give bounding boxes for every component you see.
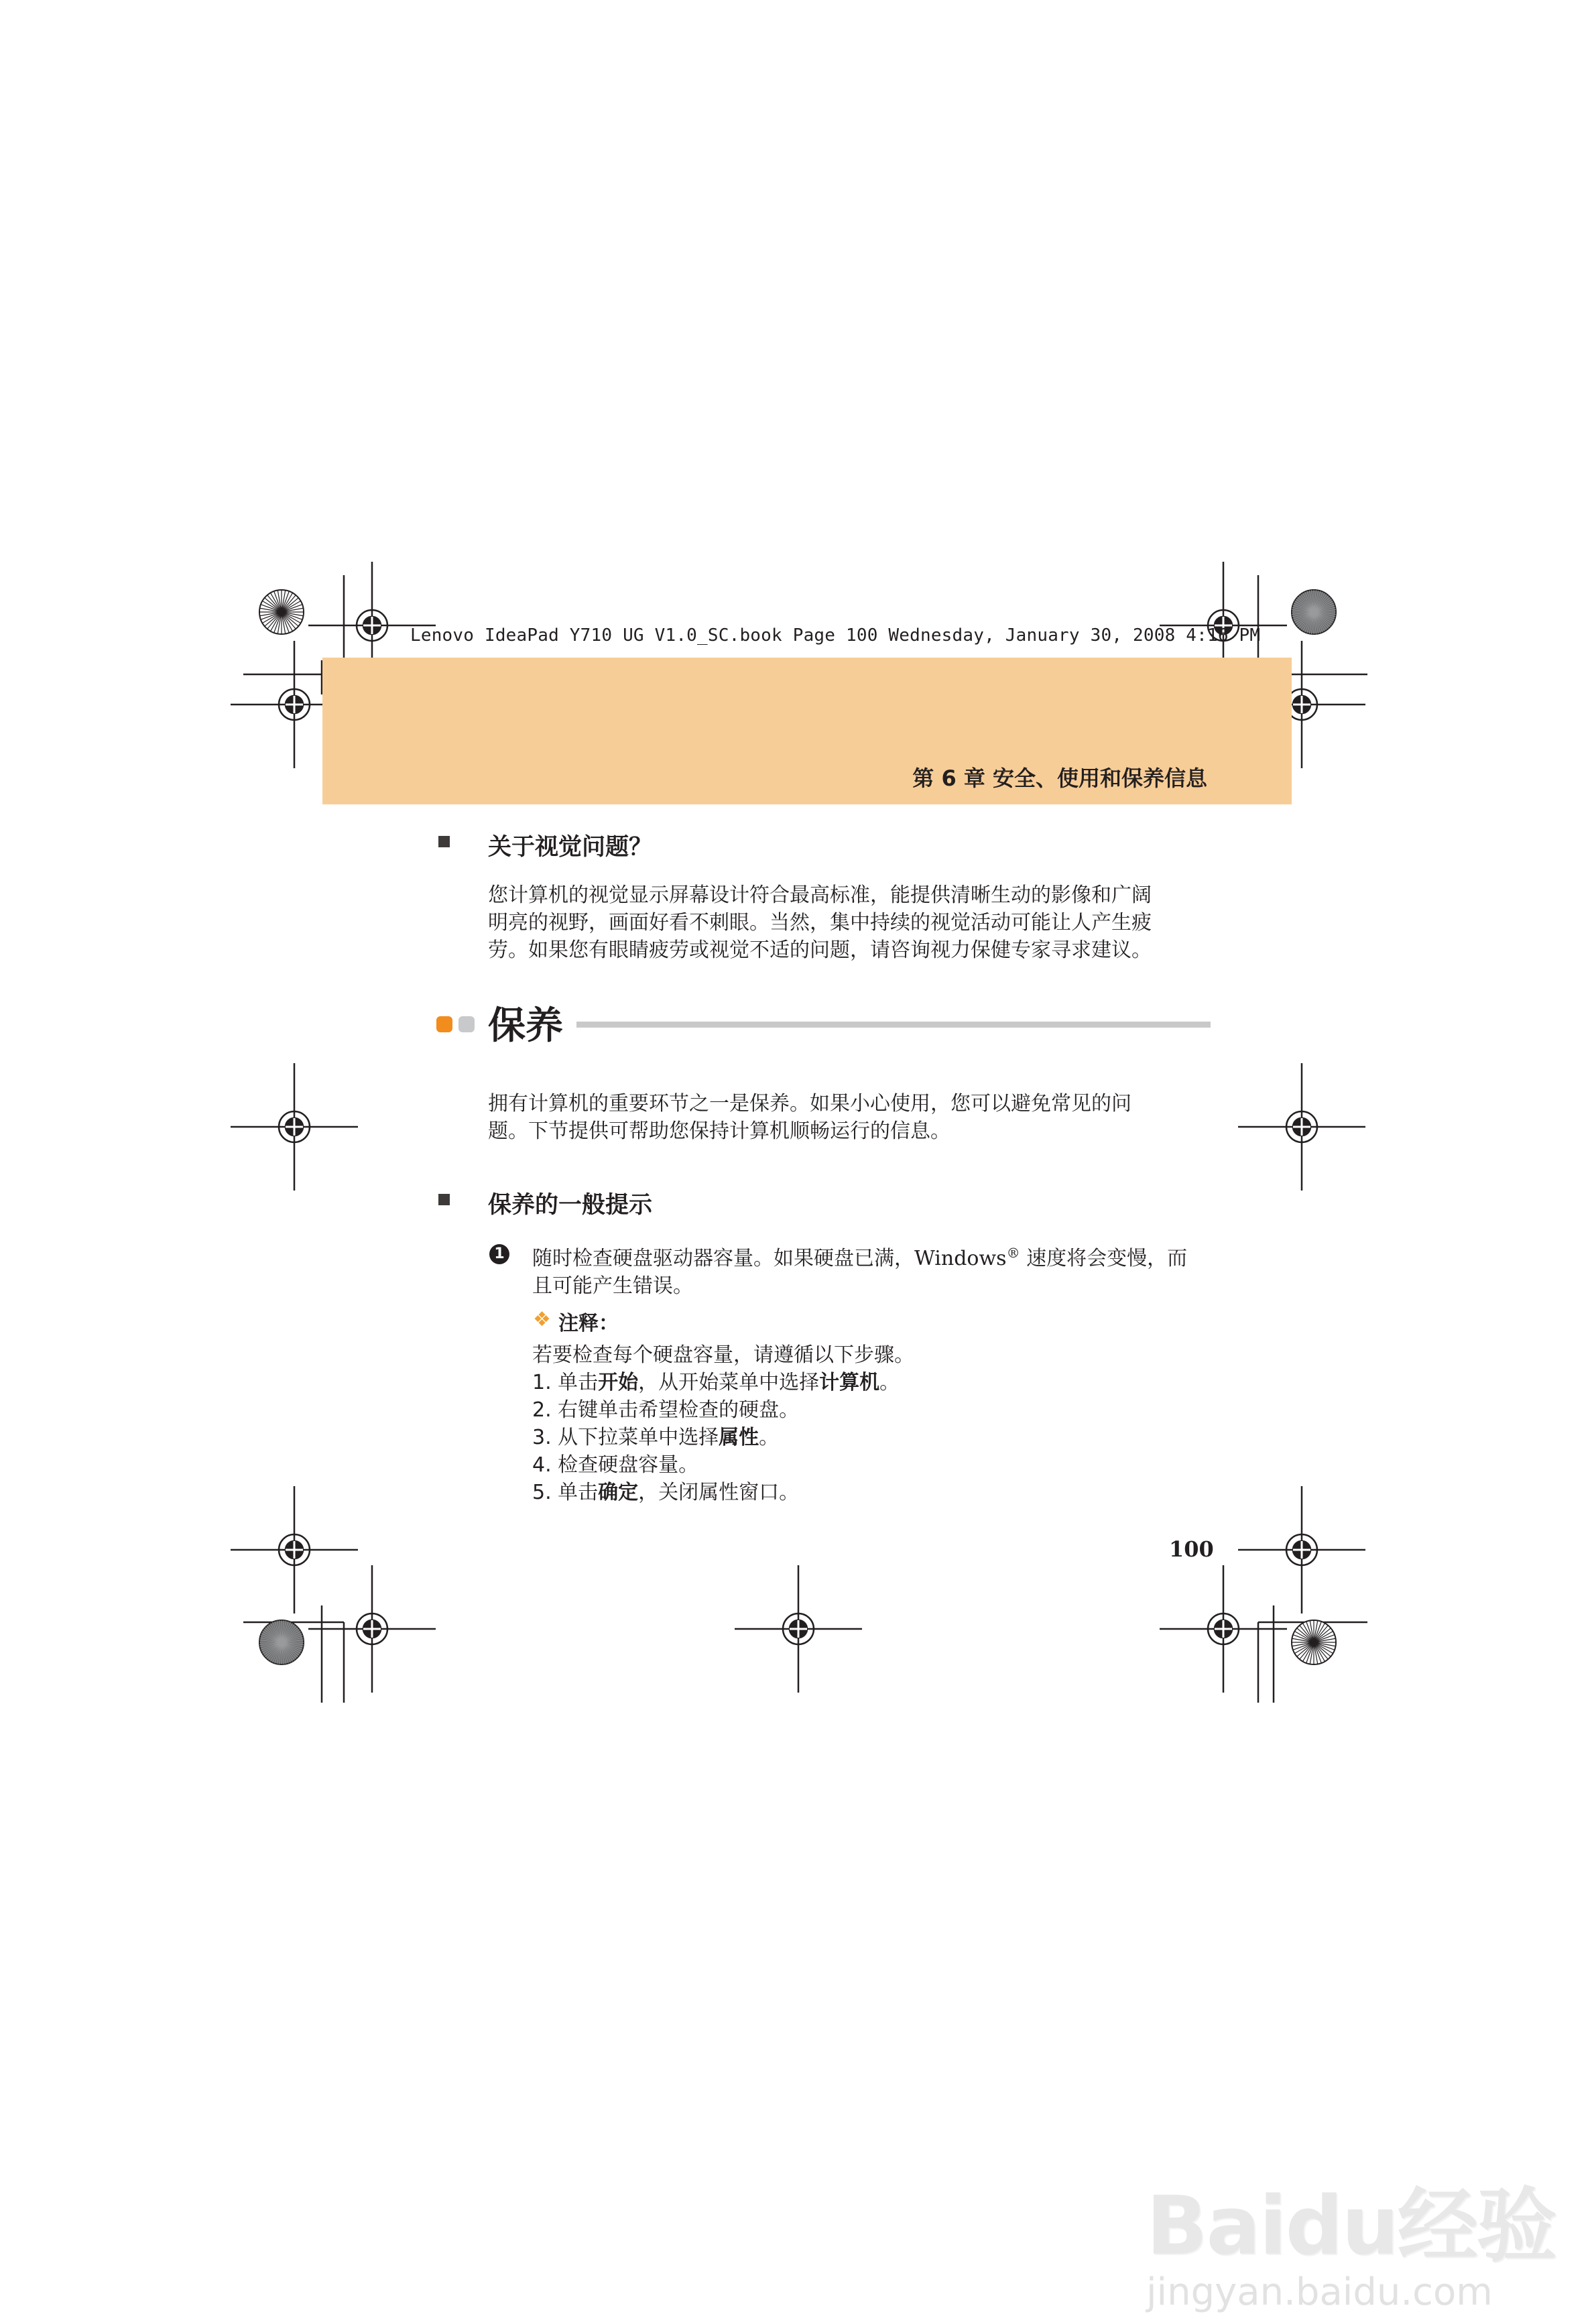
registration-mark <box>1238 1063 1365 1191</box>
step-text: 单击 <box>558 1371 599 1394</box>
tip-line-1b: 速度将会变慢，而 <box>1020 1247 1188 1270</box>
registration-mark <box>1238 1486 1365 1613</box>
note-diamond-icon: ❖ <box>533 1308 551 1331</box>
step-bold: 开始 <box>598 1371 639 1394</box>
watermark-brand: Bai <box>1146 2180 1286 2273</box>
step-text: ，关闭属性窗口。 <box>638 1481 800 1504</box>
step-number: 3. <box>532 1426 558 1449</box>
step-bold: 计算机 <box>819 1371 880 1394</box>
section-bullet-square <box>438 1194 450 1205</box>
step-number: 1. <box>532 1371 558 1394</box>
step-text: 单击 <box>558 1481 599 1504</box>
note-steps <box>532 1341 914 1506</box>
page-number: 100 <box>1169 1536 1214 1562</box>
registration-mark <box>308 1565 436 1693</box>
step-bold: 确定 <box>598 1481 639 1504</box>
star-target-icon <box>1292 1620 1336 1664</box>
registration-mark <box>231 1063 358 1191</box>
step-number: 5. <box>532 1481 558 1504</box>
title-gray-dot <box>458 1016 475 1032</box>
vision-heading: 关于视觉问题？ <box>488 834 653 861</box>
registered-mark: ® <box>1006 1245 1020 1261</box>
registration-mark <box>231 1486 358 1613</box>
chapter-title: 第 6 章 安全、使用和保养信息 <box>912 766 1207 791</box>
note-step-5 <box>532 1479 914 1506</box>
section-bullet-square <box>438 836 450 847</box>
tips-heading: 保养的一般提示 <box>488 1192 653 1219</box>
vision-line-3: 劳。如果您有眼睛疲劳或视觉不适的问题，请咨询视力保健专家寻求建议。 <box>488 938 1152 962</box>
print-slug: Lenovo IdeaPad Y710 UG V1.0_SC.book Page 100 Wednesday, January 30, 2008 4:16 PM <box>410 625 1261 646</box>
star-target-icon <box>259 590 304 634</box>
tip-item-text <box>532 1239 1187 1300</box>
watermark-cn: 经验 <box>1397 2180 1556 2273</box>
vision-paragraph <box>488 881 1152 964</box>
grey-target-icon <box>259 1620 304 1664</box>
note-step-3 <box>532 1424 914 1451</box>
step-number: 2. <box>532 1398 558 1422</box>
care-section-title: 保养 <box>488 1004 563 1048</box>
step-text: 检查硬盘容量。 <box>558 1453 699 1477</box>
tip-line-1a: 随时检查硬盘驱动器容量。如果硬盘已满，Windows <box>532 1247 1007 1270</box>
step-text: ，从开始菜单中选择 <box>638 1371 820 1394</box>
registration-mark <box>735 1565 862 1693</box>
note-step-2 <box>532 1396 914 1424</box>
registration-mark <box>1160 1565 1287 1693</box>
vision-line-1: 您计算机的视觉显示屏幕设计符合最高标准，能提供清晰生动的影像和广阔 <box>488 884 1152 907</box>
step-text: 从下拉菜单中选择 <box>558 1426 719 1449</box>
vision-line-2: 明亮的视野，画面好看不刺眼。当然，集中持续的视觉活动可能让人产生疲 <box>488 911 1152 934</box>
numbered-item-badge: 1 <box>489 1244 509 1264</box>
note-step-1 <box>532 1369 914 1396</box>
grey-target-icon <box>1292 590 1336 634</box>
step-bold: 属性 <box>719 1426 759 1449</box>
note-label: 注释： <box>558 1312 619 1335</box>
tip-line-2: 且可能产生错误。 <box>532 1274 693 1298</box>
care-line-2: 题。下节提供可帮助您保持计算机顺畅运行的信息。 <box>488 1119 950 1143</box>
step-text: 右键单击希望检查的硬盘。 <box>558 1398 800 1422</box>
title-orange-dot <box>436 1016 452 1032</box>
step-text: 。 <box>759 1426 780 1449</box>
step-text: 。 <box>879 1371 900 1394</box>
baidu-watermark <box>1146 2162 1556 2314</box>
watermark-url: jingyan.baidu.com <box>1146 2270 1493 2314</box>
note-intro: 若要检查每个硬盘容量，请遵循以下步骤。 <box>532 1343 914 1367</box>
note-step-4 <box>532 1451 914 1479</box>
care-line-1: 拥有计算机的重要环节之一是保养。如果小心使用，您可以避免常见的问 <box>488 1092 1131 1115</box>
title-rule <box>576 1022 1211 1028</box>
watermark-paw: du <box>1285 2180 1398 2273</box>
care-paragraph <box>488 1090 1131 1145</box>
step-number: 4. <box>532 1453 558 1477</box>
